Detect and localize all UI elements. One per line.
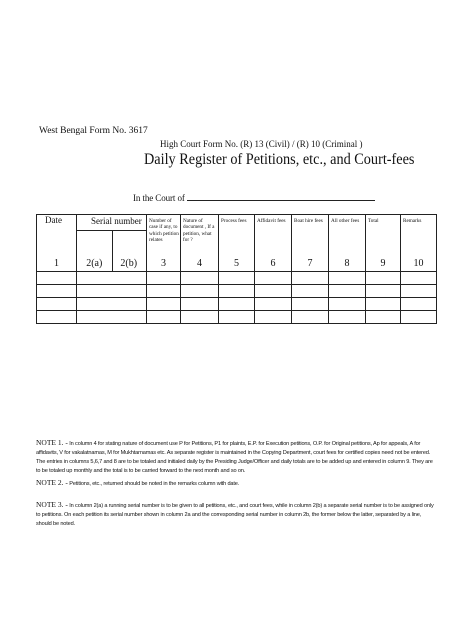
high-court-form-number: High Court Form No. (R) 13 (Civil) / (R) 10 (Criminal ): [160, 139, 363, 149]
col-serial: [77, 215, 147, 272]
col-10-number: 10: [413, 258, 424, 269]
cell-remarks[interactable]: [401, 272, 437, 285]
col-affidavit-fees: [255, 215, 292, 272]
table-header-row: [37, 215, 437, 272]
cell-affidavit-fees[interactable]: [255, 298, 292, 311]
col-date-label: Date: [45, 215, 62, 225]
court-label: In the Court of: [133, 193, 185, 203]
cell-affidavit-fees[interactable]: [255, 285, 292, 298]
col-7-number: 7: [307, 258, 313, 269]
cell-nature[interactable]: [181, 285, 219, 298]
col-9-number: 9: [380, 258, 386, 269]
col-2b-number: 2(b): [120, 258, 138, 269]
table-row: [37, 311, 437, 324]
col-3-number: 3: [161, 258, 166, 269]
col-all-other-fees: [329, 215, 366, 272]
cell-case-number[interactable]: [147, 272, 181, 285]
cell-date[interactable]: [37, 272, 77, 285]
note-2-text: Petitions, etc., returned should be noted in the remarks column with date.: [69, 481, 240, 487]
cell-all-other-fees[interactable]: [329, 311, 366, 324]
col-serial-label: Serial number: [91, 216, 142, 226]
cell-boat-hire-fees[interactable]: [292, 285, 329, 298]
cell-case-number[interactable]: [147, 311, 181, 324]
col-2a-number: 2(a): [86, 258, 103, 269]
note-3-text: In column 2(a) a running serial number is to be given to all petitions, etc., and court fees, while in column 2(b) a separate serial number is to be assigned only to petitions. On each petition its serial number shown in column 2a and the corresponding serial number in column 2b, the former below the latter, separated by a line, should be noted.: [36, 503, 434, 527]
table-row: [37, 298, 437, 311]
cell-process-fees[interactable]: [219, 311, 255, 324]
note-1-text: In column 4 for stating nature of document use P for Petitions, P1 for plaints, E.P. for Execution petitions, O.P. for Original petitions, Ap for appeals, A for affidavits, V for vakalatnamas, M for Mukhtarnamas etc. As separate register is maintained in the Copying Department, court fees for certified copies need not be entered. The entries in columns 5,6,7 and 8 are to be totaled and initialed daily by the Presiding Judge/Officer and daily totals are to be added up and entered in column 9. They are to be totaled up monthly and the total is to be carried forward to the next month and so on.: [36, 441, 433, 474]
col-remarks-label: Remarks: [403, 218, 422, 224]
cell-process-fees[interactable]: [219, 272, 255, 285]
cell-all-other-fees[interactable]: [329, 298, 366, 311]
cell-date[interactable]: [37, 285, 77, 298]
cell-serial[interactable]: [77, 272, 147, 285]
cell-total[interactable]: [366, 272, 401, 285]
note-3-label: NOTE 3. -: [36, 500, 68, 509]
col-8-number: 8: [344, 258, 350, 269]
col-process-fees-label: Process fees: [221, 218, 247, 224]
col-remarks: [401, 215, 437, 272]
cell-all-other-fees[interactable]: [329, 272, 366, 285]
col-total: [366, 215, 401, 272]
note-2: [36, 478, 438, 489]
cell-date[interactable]: [37, 298, 77, 311]
cell-total[interactable]: [366, 285, 401, 298]
cell-affidavit-fees[interactable]: [255, 272, 292, 285]
cell-case-number[interactable]: [147, 285, 181, 298]
cell-remarks[interactable]: [401, 298, 437, 311]
cell-total[interactable]: [366, 298, 401, 311]
cell-serial[interactable]: [77, 311, 147, 324]
cell-remarks[interactable]: [401, 285, 437, 298]
col-date: [37, 215, 77, 272]
note-3: [36, 500, 438, 529]
col-boat-hire-fees-label: Boat hire fees: [294, 218, 323, 224]
col-case-number-label: Number of case if any, to which petition relates: [149, 218, 179, 244]
table-row: [37, 272, 437, 285]
court-field: [133, 193, 375, 203]
col-case-number: [147, 215, 181, 272]
col-1-number: 1: [54, 258, 59, 269]
col-4-number: 4: [197, 258, 202, 269]
page-title: Daily Register of Petitions, etc., and Court-fees: [144, 151, 415, 168]
cell-date[interactable]: [37, 311, 77, 324]
cell-total[interactable]: [366, 311, 401, 324]
court-name-blank[interactable]: [187, 193, 375, 201]
cell-nature[interactable]: [181, 272, 219, 285]
cell-affidavit-fees[interactable]: [255, 311, 292, 324]
cell-process-fees[interactable]: [219, 285, 255, 298]
col-nature: [181, 215, 219, 272]
col-process-fees: [219, 215, 255, 272]
note-2-label: NOTE 2. -: [36, 478, 68, 487]
cell-serial[interactable]: [77, 298, 147, 311]
col-5-number: 5: [234, 258, 239, 269]
note-1: [36, 438, 438, 476]
col-6-number: 6: [270, 258, 276, 269]
cell-nature[interactable]: [181, 298, 219, 311]
cell-all-other-fees[interactable]: [329, 285, 366, 298]
cell-boat-hire-fees[interactable]: [292, 272, 329, 285]
col-nature-label: Nature of document , If a petition, what for ?: [183, 218, 215, 244]
cell-boat-hire-fees[interactable]: [292, 311, 329, 324]
col-boat-hire-fees: [292, 215, 329, 272]
cell-nature[interactable]: [181, 311, 219, 324]
cell-boat-hire-fees[interactable]: [292, 298, 329, 311]
col-total-label: Total: [368, 218, 379, 224]
cell-process-fees[interactable]: [219, 298, 255, 311]
cell-serial[interactable]: [77, 285, 147, 298]
col-all-other-fees-label: All other fees: [331, 218, 360, 224]
col-affidavit-fees-label: Affidavit fees: [257, 218, 286, 224]
note-1-label: NOTE 1. -: [36, 438, 68, 447]
table-row: [37, 285, 437, 298]
form-number: West Bengal Form No. 3617: [39, 126, 148, 136]
cell-case-number[interactable]: [147, 298, 181, 311]
register-table: [36, 214, 437, 324]
cell-remarks[interactable]: [401, 311, 437, 324]
